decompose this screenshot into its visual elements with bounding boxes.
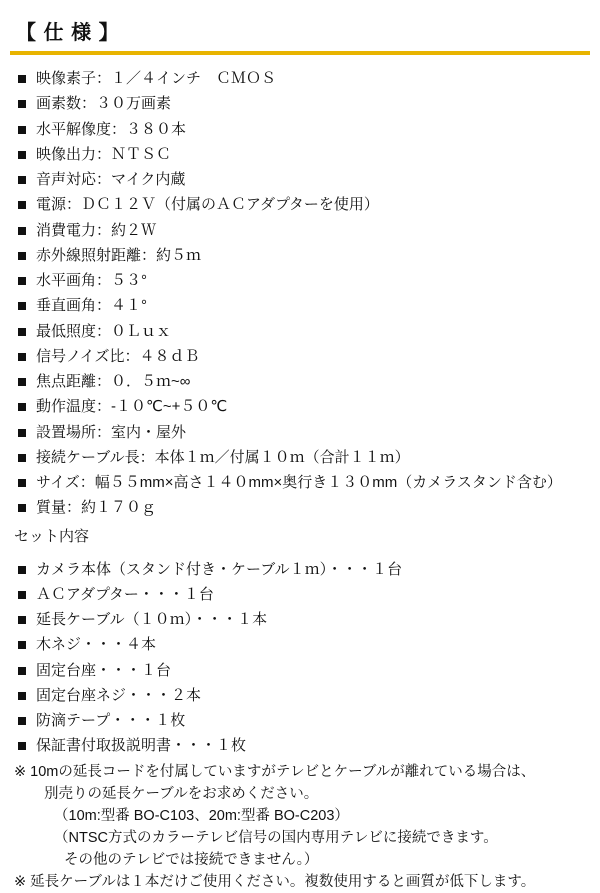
- square-bullet-icon: [18, 566, 26, 574]
- page-title: 【 仕 様 】: [16, 22, 120, 44]
- note-line: ※ 延長ケーブルは１本だけご使用ください。複数使用すると画質が低下します。: [14, 873, 536, 890]
- spec-text: 設置場所：室内・屋外: [36, 423, 187, 441]
- spec-text: 映像出力：ＮＴＳＣ: [36, 145, 172, 163]
- set-contents-heading: セット内容: [14, 527, 90, 545]
- spec-text: 赤外線照射距離：約５ｍ: [36, 246, 202, 264]
- list-item: [10, 322, 590, 342]
- square-bullet-icon: [18, 378, 26, 386]
- square-bullet-icon: [18, 454, 26, 462]
- square-bullet-icon: [18, 591, 26, 599]
- header-underline-rule: [10, 51, 590, 55]
- note-line: （NTSC方式のカラーテレビ信号の国内専用テレビに接続できます。: [54, 829, 498, 846]
- set-contents-list: [10, 560, 590, 757]
- list-item: [10, 69, 590, 89]
- note-line: 別売りの延長ケーブルをお求めください。: [44, 785, 319, 802]
- list-item: [10, 271, 590, 291]
- list-item: [10, 661, 590, 681]
- spec-text: 消費電力：約２Ｗ: [36, 221, 157, 239]
- spec-text: 垂直画角：４１°: [36, 297, 147, 315]
- list-item: [10, 635, 590, 655]
- spec-text: 最低照度：０Ｌｕｘ: [36, 322, 172, 340]
- list-item: [10, 686, 590, 706]
- square-bullet-icon: [18, 403, 26, 411]
- spec-text: 音声対応：マイク内蔵: [36, 171, 186, 188]
- square-bullet-icon: [18, 75, 26, 83]
- set-item-text: ＡＣアダプター・・・１台: [36, 585, 214, 603]
- list-item: [10, 246, 590, 266]
- spec-text: 水平解像度：３８０本: [36, 120, 187, 138]
- square-bullet-icon: [18, 616, 26, 624]
- list-item: [10, 423, 590, 443]
- square-bullet-icon: [18, 429, 26, 437]
- square-bullet-icon: [18, 126, 26, 134]
- spec-text: 映像素子：１／４インチ ＣＭＯＳ: [36, 70, 277, 87]
- list-item: [10, 711, 590, 731]
- list-item: [10, 610, 590, 630]
- note-line: （10m:型番 BO-C103、20m:型番 BO-C203）: [54, 807, 349, 824]
- set-item-text: 延長ケーブル（１０ｍ）・・・１本: [36, 611, 268, 628]
- square-bullet-icon: [18, 742, 26, 750]
- square-bullet-icon: [18, 479, 26, 487]
- square-bullet-icon: [18, 692, 26, 700]
- list-item: [10, 170, 590, 190]
- list-item: [10, 296, 590, 316]
- square-bullet-icon: [18, 277, 26, 285]
- square-bullet-icon: [18, 252, 26, 260]
- set-item-text: 固定台座ネジ・・・２本: [36, 686, 202, 704]
- spec-text: 焦点距離：０．５ｍ~∞: [36, 373, 191, 390]
- list-item: [10, 448, 590, 468]
- spec-text: 水平画角：５３°: [36, 272, 147, 289]
- list-item: [10, 221, 590, 241]
- square-bullet-icon: [18, 667, 26, 675]
- list-item: [10, 498, 590, 518]
- list-item: [10, 473, 590, 493]
- notes-list: [10, 762, 590, 893]
- square-bullet-icon: [18, 641, 26, 649]
- list-item: [10, 372, 590, 392]
- set-item-text: カメラ本体（スタンド付き・ケーブル１ｍ）・・・１台: [36, 560, 403, 578]
- square-bullet-icon: [18, 176, 26, 184]
- specification-list: [10, 69, 590, 519]
- set-item-text: 木ネジ・・・４本: [36, 636, 157, 654]
- note-line: その他のテレビでは接続できません。）: [64, 851, 319, 868]
- spec-text: 質量：約１７０ｇ: [36, 499, 157, 517]
- list-item: [10, 736, 590, 756]
- square-bullet-icon: [18, 353, 26, 361]
- square-bullet-icon: [18, 151, 26, 159]
- list-item: [10, 397, 590, 417]
- spec-text: 信号ノイズ比：４８ｄＢ: [36, 347, 200, 365]
- spec-sheet-page: [0, 10, 600, 889]
- list-item: [10, 585, 590, 605]
- spec-text: 接続ケーブル長：本体１ｍ／付属１０ｍ（合計１１ｍ）: [36, 448, 410, 466]
- list-item: [10, 560, 590, 580]
- spec-text: 電源：ＤＣ１２Ｖ（付属のＡＣアダプターを使用）: [36, 196, 379, 214]
- square-bullet-icon: [18, 100, 26, 108]
- square-bullet-icon: [18, 328, 26, 336]
- square-bullet-icon: [18, 302, 26, 310]
- square-bullet-icon: [18, 504, 26, 512]
- list-item: [10, 145, 590, 165]
- list-item: [10, 120, 590, 140]
- set-item-text: 防滴テープ・・・１枚: [36, 712, 186, 729]
- note-line: ※ 10mの延長コードを付属していますがテレビとケーブルが離れている場合は、: [14, 763, 536, 780]
- square-bullet-icon: [18, 717, 26, 725]
- list-item: [10, 347, 590, 367]
- set-item-text: 保証書付取扱説明書・・・１枚: [36, 737, 247, 755]
- square-bullet-icon: [18, 227, 26, 235]
- page-header: [10, 10, 590, 55]
- spec-text: 動作温度：-１０℃~+５０℃: [36, 398, 228, 416]
- spec-text: 画素数：３０万画素: [36, 95, 172, 113]
- list-item: [10, 195, 590, 215]
- set-item-text: 固定台座・・・１台: [36, 661, 172, 679]
- spec-text: サイズ：幅５５mm×高さ１４０mm×奥行き１３０mm（カメラスタンド含む）: [36, 474, 562, 491]
- square-bullet-icon: [18, 201, 26, 209]
- list-item: [10, 94, 590, 114]
